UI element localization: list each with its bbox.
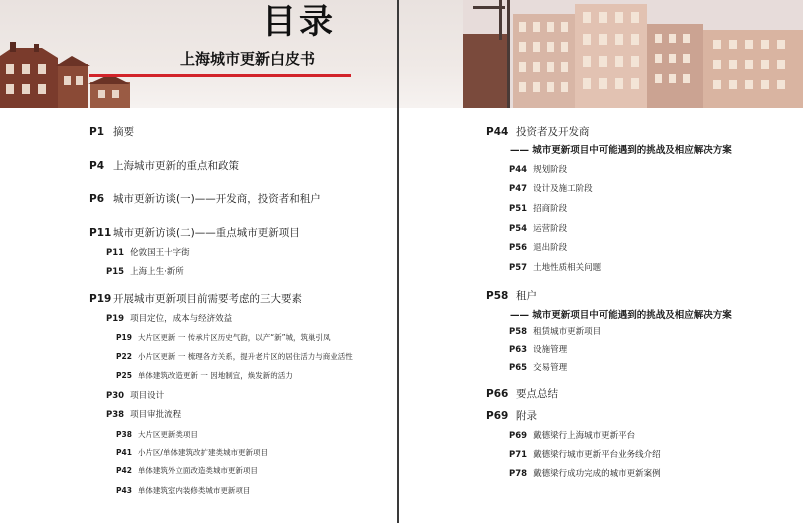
toc-entry[interactable]: P1 摘要: [89, 126, 134, 138]
toc-entry[interactable]: P56 退出阶段: [509, 243, 568, 253]
toc-entry[interactable]: P54 运营阶段: [509, 224, 568, 234]
toc-entry[interactable]: P43 单体建筑室内装修类城市更新项目: [116, 486, 251, 495]
header-banner: [0, 0, 803, 108]
toc-entry[interactable]: P58 租赁城市更新项目: [509, 327, 602, 337]
toc-entry[interactable]: P30 项目设计: [106, 391, 165, 401]
toc-entry[interactable]: P41 小片区/单体建筑改扩建类城市更新项目: [116, 448, 268, 457]
title-underline: [89, 74, 351, 77]
page-title: 目录: [262, 2, 336, 42]
toc-entry[interactable]: P42 单体建筑外立面改造类城市更新项目: [116, 466, 258, 475]
toc-entry[interactable]: P66 要点总结: [486, 388, 558, 400]
toc-entry[interactable]: P22 小片区更新 一 梳理各方关系，提升老片区的居住活力与商业活性: [116, 352, 353, 361]
toc-entry[interactable]: P57 土地性质相关问题: [509, 263, 602, 273]
toc-entry[interactable]: P4 上海城市更新的重点和政策: [89, 160, 239, 172]
toc-entry[interactable]: P19 开展城市更新项目前需要考虑的三大要素: [89, 293, 302, 305]
toc-entry[interactable]: P69 附录: [486, 410, 537, 422]
toc-entry[interactable]: P11 城市更新访谈(二)——重点城市更新项目: [89, 227, 300, 239]
toc-subheading: —— 城市更新项目中可能遇到的挑战及相应解决方案: [510, 310, 732, 321]
toc-subheading: —— 城市更新项目中可能遇到的挑战及相应解决方案: [510, 145, 732, 156]
city-buildings-illustration: [463, 0, 803, 108]
toc-entry[interactable]: P19 项目定位，成本与经济效益: [106, 314, 233, 324]
toc-entry[interactable]: P44 规划阶段: [509, 165, 568, 175]
toc-entry[interactable]: P69 戴德梁行上海城市更新平台: [509, 431, 636, 441]
toc-entry[interactable]: P47 设计及施工阶段: [509, 184, 593, 194]
column-divider: [397, 0, 399, 523]
toc-entry[interactable]: P78 戴德梁行成功完成的城市更新案例: [509, 469, 661, 479]
toc-entry[interactable]: P63 设施管理: [509, 345, 568, 355]
toc-entry[interactable]: P71 戴德梁行城市更新平台业务线介绍: [509, 450, 661, 460]
toc-entry[interactable]: P65 交易管理: [509, 363, 568, 373]
toc-entry[interactable]: P11 伦敦国王十字街: [106, 248, 190, 258]
toc-entry[interactable]: P25 单体建筑改造更新 一 因地制宜，焕发新的活力: [116, 371, 293, 380]
toc-entry[interactable]: P51 招商阶段: [509, 204, 568, 214]
toc-entry[interactable]: P58 租户: [486, 290, 537, 302]
toc-entry[interactable]: P38 大片区更新类项目: [116, 430, 198, 439]
toc-entry[interactable]: P44 投资者及开发商: [486, 126, 590, 138]
toc-entry[interactable]: P6 城市更新访谈(一)——开发商，投资者和租户: [89, 193, 321, 205]
page-subtitle: 上海城市更新白皮书: [180, 50, 316, 68]
toc-entry[interactable]: P19 大片区更新 一 传承片区历史气韵，以产“新”城，筑巢引凤: [116, 333, 331, 342]
toc-entry[interactable]: P15 上海上生·新所: [106, 267, 184, 277]
toc-entry[interactable]: P38 项目审批流程: [106, 410, 182, 420]
